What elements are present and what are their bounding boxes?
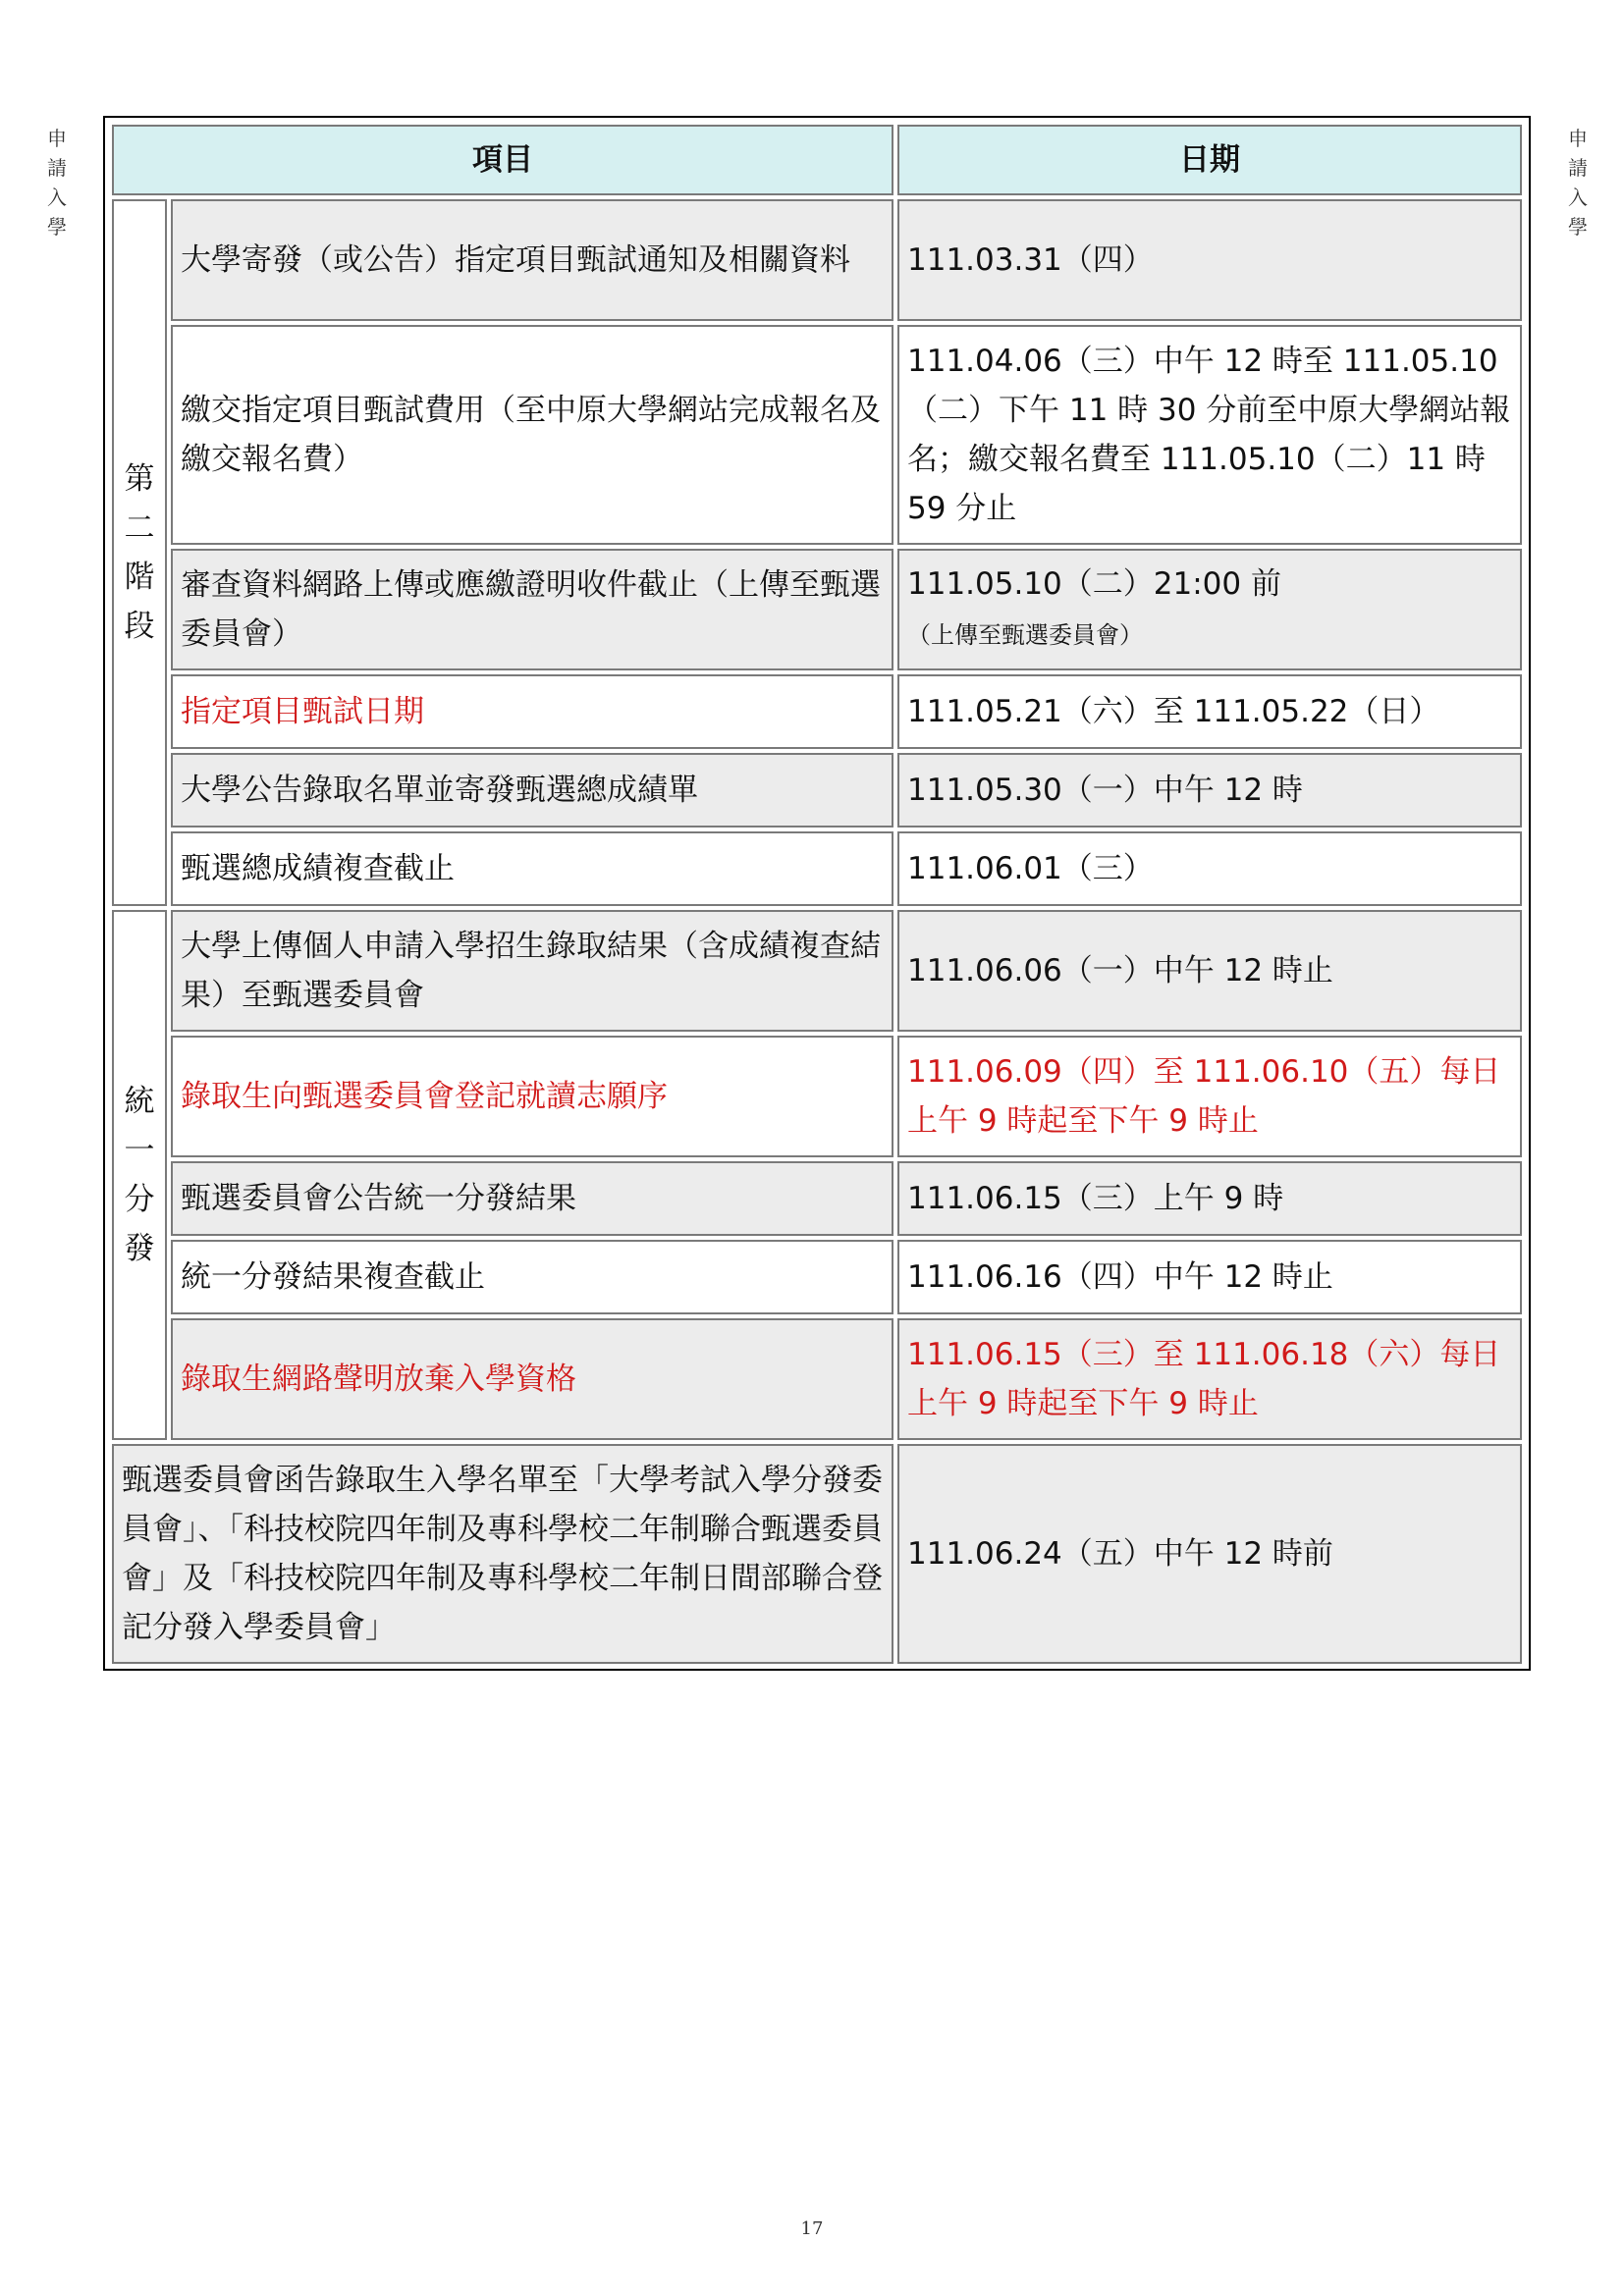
row-item: 錄取生網路聲明放棄入學資格 xyxy=(171,1318,893,1440)
table-row xyxy=(112,831,1522,906)
header-date: 日期 xyxy=(897,125,1522,195)
final-row-item: 甄選委員會函告錄取生入學名單至「大學考試入學分發委員會」、「科技校院四年制及專科學校二年制聯合甄選委員會」及「科技校院四年制及專科學校二年制日間部聯合登記分發入學委員會」 xyxy=(112,1444,893,1664)
table-row xyxy=(112,1036,1522,1157)
table-row xyxy=(112,674,1522,749)
row-item: 審查資料網路上傳或應繳證明收件截止（上傳至甄選委員會） xyxy=(171,549,893,670)
schedule-table xyxy=(108,121,1526,1668)
side-label-left: 申請入學 xyxy=(47,127,67,239)
row-item: 大學公告錄取名單並寄發甄選總成績單 xyxy=(171,753,893,828)
row-item: 甄選委員會公告統一分發結果 xyxy=(171,1161,893,1236)
final-row xyxy=(112,1444,1522,1664)
row-date: 111.06.16（四）中午 12 時止 xyxy=(897,1240,1522,1314)
table-row xyxy=(112,1240,1522,1314)
row-item: 指定項目甄試日期 xyxy=(171,674,893,749)
row-date: 111.06.06（一）中午 12 時止 xyxy=(897,910,1522,1032)
table-row xyxy=(112,199,1522,321)
row-date: 111.06.15（三）至 111.06.18（六）每日上午 9 時起至下午 9 時止 xyxy=(897,1318,1522,1440)
row-item: 繳交指定項目甄試費用（至中原大學網站完成報名及繳交報名費） xyxy=(171,325,893,545)
row-date: 111.03.31（四） xyxy=(897,199,1522,321)
table-row xyxy=(112,549,1522,670)
final-row-date: 111.06.24（五）中午 12 時前 xyxy=(897,1444,1522,1664)
header-item: 項目 xyxy=(112,125,893,195)
table-row xyxy=(112,1161,1522,1236)
schedule-frame xyxy=(103,116,1531,1671)
allocation-label: 統一分發 xyxy=(112,910,167,1440)
stage2-label: 第二階段 xyxy=(112,199,167,906)
side-label-right: 申請入學 xyxy=(1568,127,1588,239)
table-row xyxy=(112,910,1522,1032)
row-date: 111.05.30（一）中午 12 時 xyxy=(897,753,1522,828)
page-number: 17 xyxy=(800,2218,824,2239)
row-date: 111.06.09（四）至 111.06.10（五）每日上午 9 時起至下午 9 時止 xyxy=(897,1036,1522,1157)
row-date: 111.06.15（三）上午 9 時 xyxy=(897,1161,1522,1236)
row-date: 111.04.06（三）中午 12 時至 111.05.10（二）下午 11 時 30 分前至中原大學網站報名；繳交報名費至 111.05.10（二）11 時 59 分止 xyxy=(897,325,1522,545)
header-row xyxy=(112,125,1522,195)
row-item: 錄取生向甄選委員會登記就讀志願序 xyxy=(171,1036,893,1157)
row-item: 甄選總成績複查截止 xyxy=(171,831,893,906)
row-date-note: （上傳至甄選委員會） xyxy=(907,621,1143,649)
table-row xyxy=(112,753,1522,828)
table-row xyxy=(112,1318,1522,1440)
row-item: 統一分發結果複查截止 xyxy=(171,1240,893,1314)
table-row xyxy=(112,325,1522,545)
row-date xyxy=(897,549,1522,670)
row-date: 111.05.21（六）至 111.05.22（日） xyxy=(897,674,1522,749)
row-item: 大學上傳個人申請入學招生錄取結果（含成績複查結果）至甄選委員會 xyxy=(171,910,893,1032)
row-date: 111.06.01（三） xyxy=(897,831,1522,906)
row-date-main: 111.05.10（二）21:00 前 xyxy=(907,566,1281,602)
row-item: 大學寄發（或公告）指定項目甄試通知及相關資料 xyxy=(171,199,893,321)
